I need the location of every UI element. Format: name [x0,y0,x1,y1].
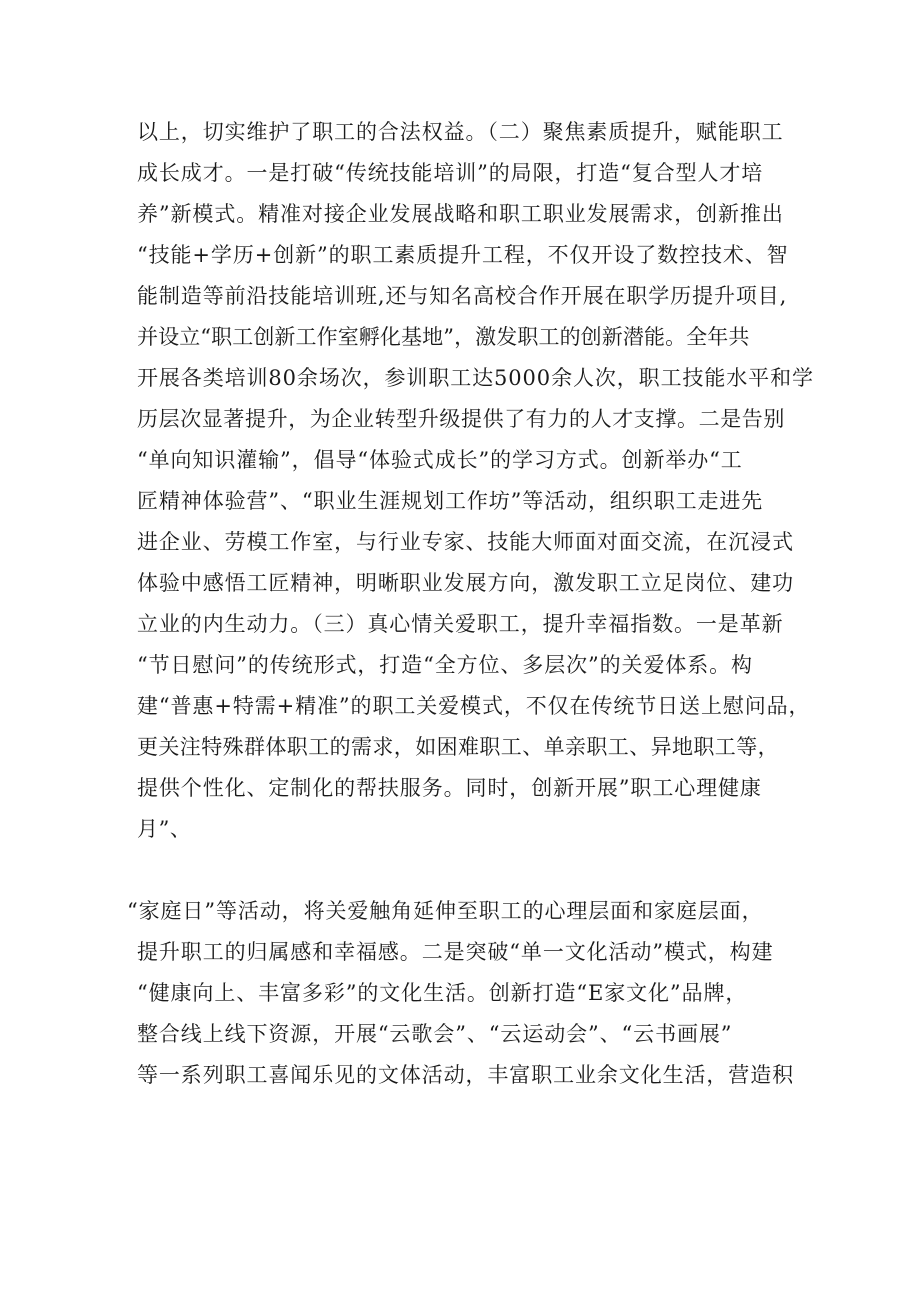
text-line: 进企业、劳模工作室，与行业专家、技能大师面对面交流，在沉浸式 [137,530,794,554]
text-line: 等一系列职工喜闻乐见的文体活动，丰富职工业余文化生活，营造积 [137,1063,794,1087]
text-line: 匠精神体验营”、“职业生涯规划工作坊”等活动，组织职工走进先 [137,489,764,513]
text-line: 立业的内生动力。（三）真心情关爱职工，提升幸福指数。一是革新 [137,612,784,636]
text-line: 能制造等前沿技能培训班,还与知名高校合作开展在职学历提升项目, [137,284,788,308]
text-line: 并设立“职工创新工作室孵化基地”，激发职工的创新潜能。全年共 [137,325,750,349]
text-line: “健康向上、丰富多彩”的文化生活。创新打造“E家文化”品牌， [137,981,748,1005]
text-line: 整合线上线下资源，开展“云歌会”、“云运动会”、“云书画展” [137,1022,733,1046]
text-line: 成长成才。一是打破“传统技能培训”的局限，打造“复合型人才培 [137,161,764,185]
text-line: “技能+学历+创新”的职工素质提升工程，不仅开设了数控技术、智 [137,243,789,267]
text-line: 以上，切实维护了职工的合法权益。（二）聚焦素质提升，赋能职工 [137,120,784,144]
text-line: 历层次显著提升，为企业转型升级提供了有力的人才支撑。二是告别 [137,407,785,431]
text-line: 养”新模式。精准对接企业发展战略和职工职业发展需求，创新推出 [137,202,784,226]
text-line: 提升职工的归属感和幸福感。二是突破“单一文化活动”模式，构建 [137,940,774,964]
text-line: “家庭日”等活动，将关爱触角延伸至职工的心理层面和家庭层面， [127,899,764,923]
text-line: 更关注特殊群体职工的需求，如困难职工、单亲职工、异地职工等， [137,735,779,759]
text-line: “节日慰问”的传统形式，打造“全方位、多层次”的关爱体系。构 [137,653,753,677]
text-line: 月”、 [137,817,192,841]
text-line: 提供个性化、定制化的帮扶服务。同时，创新开展”职工心理健康 [137,776,762,800]
text-line: 开展各类培训80余场次，参训职工达5000余人次，职工技能水平和学 [137,366,814,390]
text-line: “单向知识灌输”，倡导“体验式成长”的学习方式。创新举办“工 [137,448,743,472]
text-line: 体验中感悟工匠精神，明晰职业发展方向，激发职工立足岗位、建功 [137,571,794,595]
text-line: 建“普惠+特需+精准”的职工关爱模式，不仅在传统节日送上慰问品， [137,694,811,718]
